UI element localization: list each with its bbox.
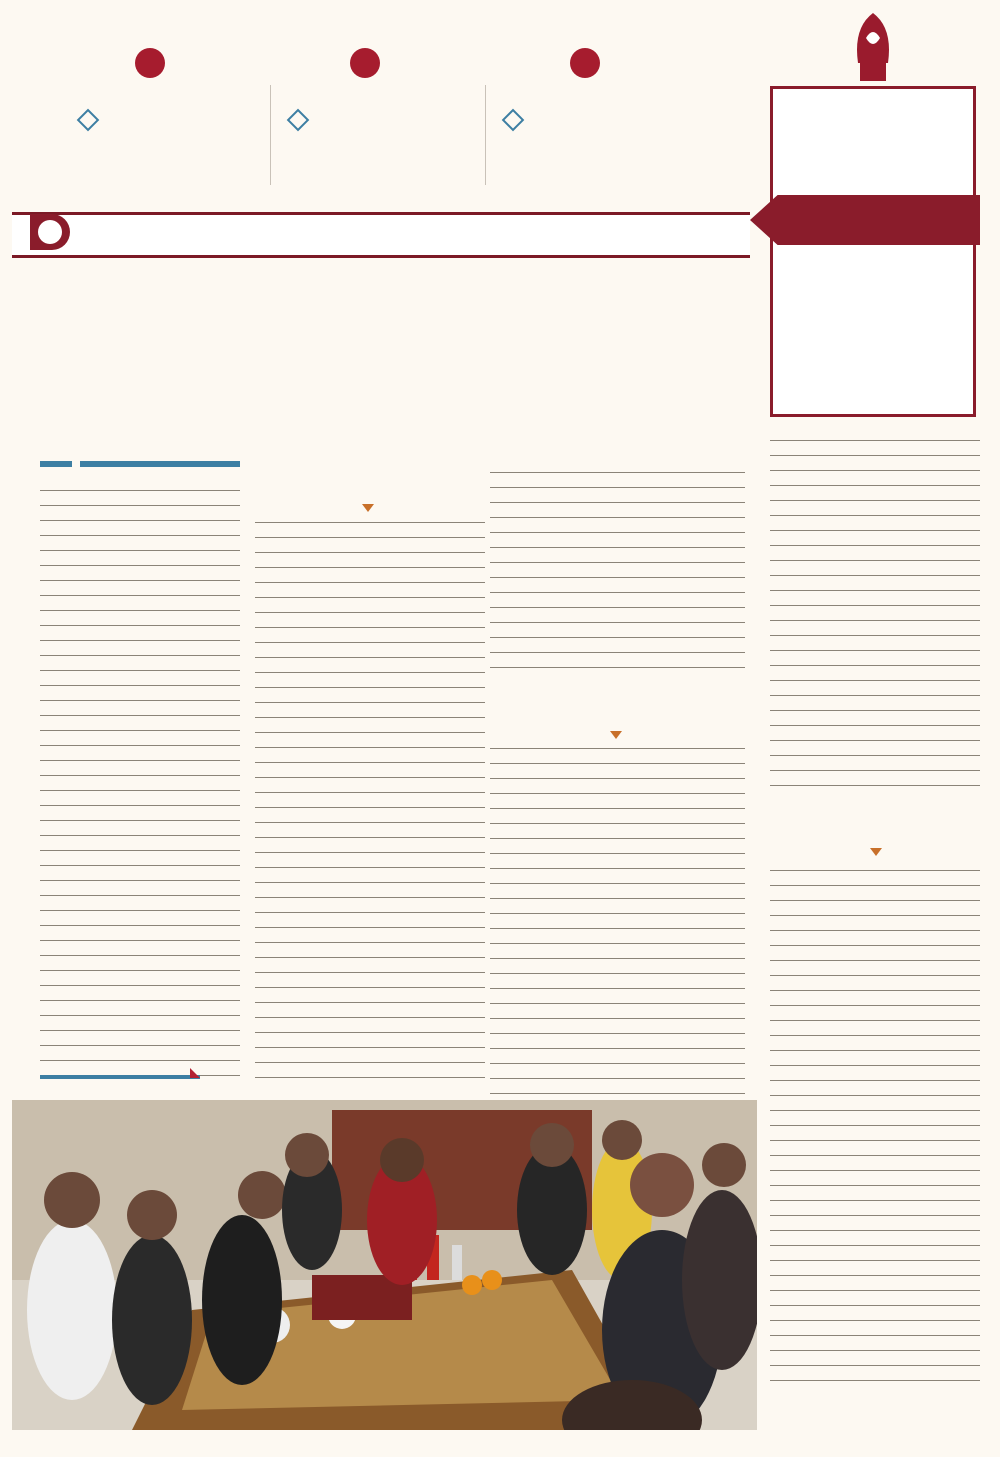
masthead	[770, 86, 976, 417]
article-column-3-lines	[490, 748, 745, 1108]
masthead-tag	[750, 195, 980, 245]
article-column-4-lines	[770, 870, 980, 1395]
section-banner	[12, 212, 750, 258]
article-photo	[12, 1100, 757, 1430]
subhead-arrow-icon	[362, 504, 374, 512]
divider	[270, 85, 271, 185]
ornament-icon	[287, 109, 310, 132]
article-column-3-lines	[490, 472, 745, 682]
column-end-mark	[40, 1075, 200, 1079]
ornament-icon	[502, 109, 525, 132]
subhead-arrow-icon	[610, 731, 622, 739]
ornament-icon	[77, 109, 100, 132]
people-gathering-photo	[12, 1100, 757, 1430]
divider	[485, 85, 486, 185]
masthead-emblem	[848, 8, 898, 88]
section-number	[38, 220, 62, 244]
subhead-arrow-icon	[870, 848, 882, 856]
article-column-2-lines	[255, 522, 485, 1092]
teaser-number	[350, 48, 380, 78]
teaser-number	[135, 48, 165, 78]
column-marker	[80, 461, 240, 467]
article-column-4-lines	[770, 440, 980, 800]
column-marker	[40, 461, 72, 467]
article-column-1-lines	[40, 490, 240, 1090]
emblem-icon	[848, 8, 898, 88]
teaser-number	[570, 48, 600, 78]
